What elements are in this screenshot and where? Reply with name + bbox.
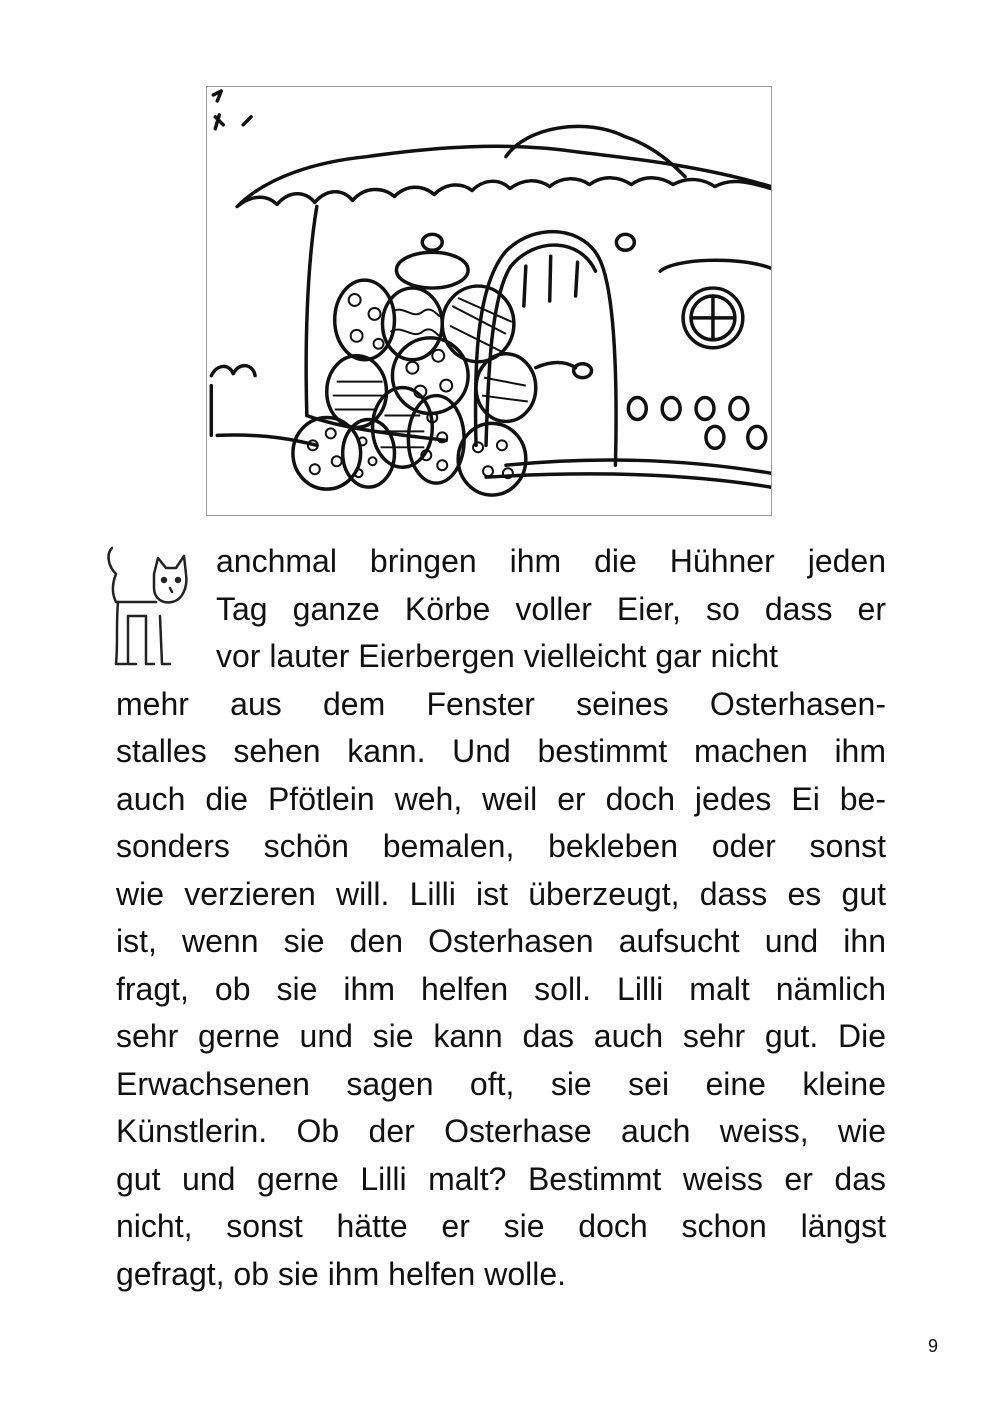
story-line-15: nicht, sonst hätte er sie doch schon längst	[116, 1208, 886, 1244]
story-line-6: auch die Pfötlein weh, weil er doch jedes Ei be-	[116, 780, 886, 817]
story-line-11: sehr gerne und sie kann das auch sehr gut. Die	[116, 1018, 886, 1054]
story-line-3: vor lauter Eierbergen vielleicht gar nicht	[216, 638, 779, 674]
story-line-9: ist, wenn sie den Osterhasen aufsucht und ihn	[116, 923, 886, 959]
story-line-12: Erwachsenen sagen oft, sie sei eine kleine	[116, 1065, 886, 1102]
easter-eggs-house-drawing	[207, 87, 771, 515]
story-line-1: anchmal bringen ihm die Hühner jeden	[216, 543, 886, 579]
story-line-5: stalles sehen kann. Und bestimmt machen ihm	[116, 733, 886, 769]
page-number: 9	[928, 1336, 939, 1356]
cat-drop-cap-icon	[102, 544, 190, 672]
story-line-2: Tag ganze Körbe voller Eier, so dass er	[216, 590, 886, 627]
story-line-8: wie verzieren will. Lilli ist überzeugt, dass es gut	[116, 875, 886, 912]
story-line-4: mehr aus dem Fenster seines Osterhasen-	[116, 685, 886, 722]
story-line-7: sonders schön bemalen, bekleben oder sonst	[116, 828, 886, 864]
story-paragraph	[116, 538, 886, 1298]
story-line-16: gefragt, ob sie ihm helfen wolle.	[116, 1255, 567, 1292]
story-line-14: gut und gerne Lilli malt? Bestimmt weiss er das	[116, 1160, 886, 1197]
story-line-10: fragt, ob sie ihm helfen soll. Lilli malt nämlich	[116, 970, 886, 1007]
story-line-13: Künstlerin. Ob der Osterhase auch weiss, wie	[116, 1113, 886, 1149]
illustration-image	[206, 86, 772, 516]
